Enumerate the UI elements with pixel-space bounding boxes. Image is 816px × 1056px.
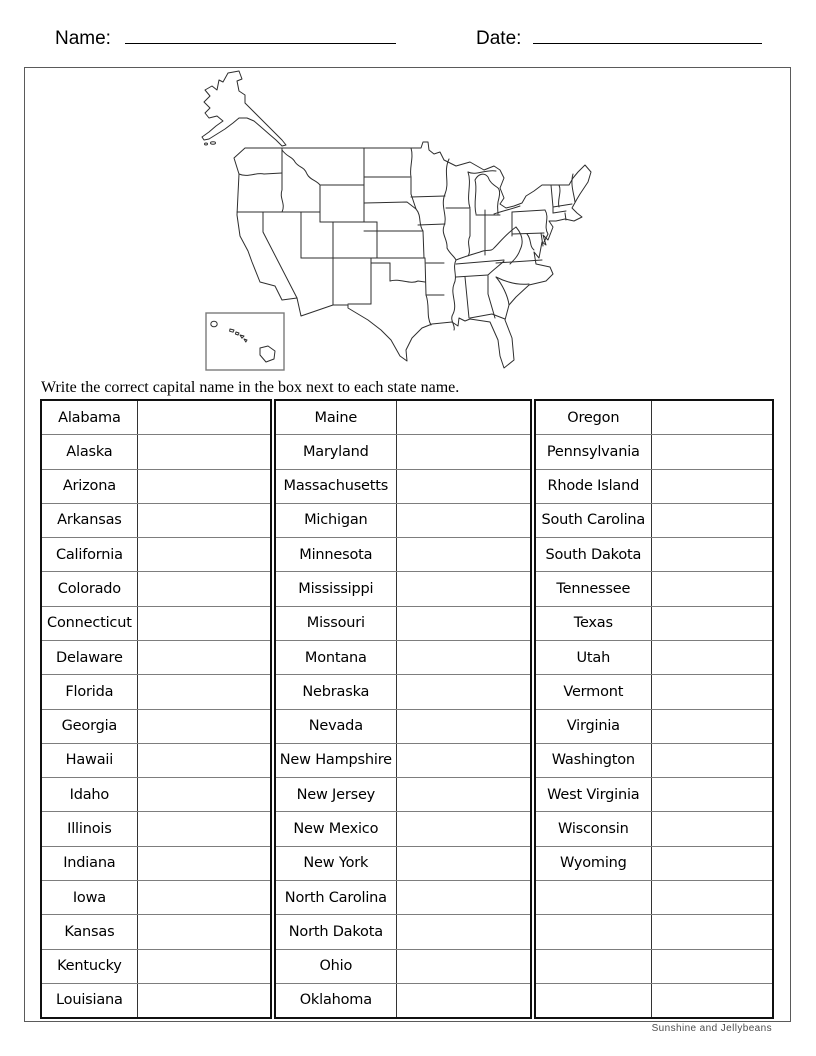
capital-answer-box	[397, 572, 530, 605]
table-row	[536, 915, 772, 949]
capital-answer-box	[397, 812, 530, 845]
state-name-cell: New Hampshire	[276, 744, 397, 777]
alaska-inset	[202, 71, 286, 146]
table-row	[42, 470, 270, 504]
table-row	[42, 847, 270, 881]
table-row	[276, 881, 530, 915]
state-name-cell: Nebraska	[276, 675, 397, 708]
state-name-cell: Nevada	[276, 710, 397, 743]
capital-answer-box	[652, 470, 772, 503]
state-name-cell: Maine	[276, 401, 397, 434]
table-row	[42, 950, 270, 984]
state-name-cell: North Carolina	[276, 881, 397, 914]
table-row	[276, 984, 530, 1017]
capital-answer-box	[138, 641, 270, 674]
capital-answer-box	[652, 504, 772, 537]
table-row	[42, 778, 270, 812]
state-name-cell: New Mexico	[276, 812, 397, 845]
footer-credit: Sunshine and Jellybeans	[651, 1023, 772, 1034]
state-name-cell: Rhode Island	[536, 470, 652, 503]
state-name-cell: Vermont	[536, 675, 652, 708]
table-row	[536, 504, 772, 538]
capital-answer-box	[652, 744, 772, 777]
state-name-cell: Maryland	[276, 435, 397, 468]
state-name-cell: Utah	[536, 641, 652, 674]
state-name-cell: Louisiana	[42, 984, 138, 1017]
worksheet-border-box	[24, 67, 791, 1022]
state-name-cell: Missouri	[276, 607, 397, 640]
state-name-cell: Indiana	[42, 847, 138, 880]
table-row	[536, 778, 772, 812]
table-row	[42, 675, 270, 709]
capital-answer-box	[138, 984, 270, 1017]
state-name-cell: Hawaii	[42, 744, 138, 777]
state-name-cell: New Jersey	[276, 778, 397, 811]
capital-answer-box	[652, 572, 772, 605]
capital-answer-box	[138, 847, 270, 880]
state-name-cell: South Carolina	[536, 504, 652, 537]
capital-answer-box	[138, 401, 270, 434]
capital-answer-box	[138, 504, 270, 537]
capital-answer-box	[138, 675, 270, 708]
table-row	[536, 572, 772, 606]
capital-answer-box	[652, 401, 772, 434]
table-row	[276, 744, 530, 778]
table-row	[42, 538, 270, 572]
table-row	[276, 435, 530, 469]
capital-answer-box	[397, 881, 530, 914]
name-label: Name:	[55, 28, 111, 49]
state-name-cell: Connecticut	[42, 607, 138, 640]
state-name-cell	[536, 984, 652, 1017]
table-row	[42, 881, 270, 915]
state-name-cell: Wisconsin	[536, 812, 652, 845]
state-name-cell: Texas	[536, 607, 652, 640]
state-name-cell: Arkansas	[42, 504, 138, 537]
table-row	[536, 401, 772, 435]
table-row	[536, 435, 772, 469]
state-name-cell: Iowa	[42, 881, 138, 914]
state-name-cell: California	[42, 538, 138, 571]
capital-answer-box	[652, 538, 772, 571]
date-field	[476, 28, 762, 50]
table-row	[276, 847, 530, 881]
capital-answer-box	[397, 435, 530, 468]
state-name-cell: Georgia	[42, 710, 138, 743]
table-row	[276, 607, 530, 641]
capital-answer-box	[397, 538, 530, 571]
capital-answer-box	[652, 915, 772, 948]
state-name-cell: Colorado	[42, 572, 138, 605]
state-name-cell: Pennsylvania	[536, 435, 652, 468]
capital-answer-box	[397, 401, 530, 434]
state-capital-table-3	[534, 399, 774, 1019]
capital-answer-box	[397, 915, 530, 948]
capital-answer-box	[138, 572, 270, 605]
table-row	[536, 607, 772, 641]
capital-answer-box	[652, 641, 772, 674]
capital-answer-box	[397, 641, 530, 674]
instruction-text: Write the correct capital name in the box next to each state name.	[41, 379, 460, 396]
table-row	[536, 538, 772, 572]
hawaii-inset	[206, 313, 284, 370]
state-name-cell	[536, 950, 652, 983]
table-row	[536, 675, 772, 709]
state-name-cell: North Dakota	[276, 915, 397, 948]
table-row	[276, 812, 530, 846]
capital-answer-box	[397, 470, 530, 503]
state-name-cell: Arizona	[42, 470, 138, 503]
table-row	[276, 710, 530, 744]
capital-answer-box	[397, 607, 530, 640]
state-name-cell: Minnesota	[276, 538, 397, 571]
state-name-cell: Illinois	[42, 812, 138, 845]
capital-answer-box	[397, 950, 530, 983]
continental-us-outline	[234, 142, 591, 368]
state-name-cell: Alaska	[42, 435, 138, 468]
table-row	[276, 675, 530, 709]
capital-answer-box	[652, 984, 772, 1017]
state-name-cell: Massachusetts	[276, 470, 397, 503]
capital-answer-box	[397, 504, 530, 537]
capital-answer-box	[397, 984, 530, 1017]
capital-answer-box	[138, 470, 270, 503]
date-blank-line	[533, 28, 762, 44]
state-name-cell: Tennessee	[536, 572, 652, 605]
name-blank-line	[125, 28, 396, 44]
state-name-cell: Ohio	[276, 950, 397, 983]
capital-answer-box	[138, 744, 270, 777]
state-name-cell	[536, 915, 652, 948]
capital-answer-box	[652, 778, 772, 811]
table-row	[536, 812, 772, 846]
table-row	[42, 607, 270, 641]
state-name-cell: Washington	[536, 744, 652, 777]
state-name-cell: Michigan	[276, 504, 397, 537]
state-capital-tables	[40, 399, 774, 1019]
state-name-cell: Delaware	[42, 641, 138, 674]
capital-answer-box	[138, 950, 270, 983]
state-name-cell: Mississippi	[276, 572, 397, 605]
table-row	[42, 401, 270, 435]
state-name-cell: West Virginia	[536, 778, 652, 811]
table-row	[276, 572, 530, 606]
capital-answer-box	[397, 710, 530, 743]
capital-answer-box	[652, 847, 772, 880]
capital-answer-box	[652, 881, 772, 914]
capital-answer-box	[397, 675, 530, 708]
capital-answer-box	[397, 847, 530, 880]
state-capital-table-1	[40, 399, 272, 1019]
table-row	[276, 915, 530, 949]
table-row	[42, 710, 270, 744]
table-row	[276, 401, 530, 435]
state-name-cell: Idaho	[42, 778, 138, 811]
state-name-cell: Oregon	[536, 401, 652, 434]
table-row	[42, 812, 270, 846]
capital-answer-box	[397, 778, 530, 811]
table-row	[276, 778, 530, 812]
capital-answer-box	[138, 812, 270, 845]
table-row	[536, 881, 772, 915]
capital-answer-box	[138, 881, 270, 914]
state-borders	[237, 148, 575, 330]
capital-answer-box	[652, 812, 772, 845]
state-name-cell: Florida	[42, 675, 138, 708]
table-row	[276, 538, 530, 572]
table-row	[536, 847, 772, 881]
table-row	[276, 641, 530, 675]
table-row	[536, 641, 772, 675]
table-row	[42, 744, 270, 778]
date-label: Date:	[476, 28, 522, 49]
state-name-cell: South Dakota	[536, 538, 652, 571]
state-name-cell: New York	[276, 847, 397, 880]
state-name-cell: Montana	[276, 641, 397, 674]
table-row	[276, 470, 530, 504]
capital-answer-box	[138, 538, 270, 571]
table-row	[42, 984, 270, 1017]
capital-answer-box	[652, 435, 772, 468]
name-field	[55, 28, 396, 50]
table-row	[536, 710, 772, 744]
state-name-cell: Virginia	[536, 710, 652, 743]
capital-answer-box	[138, 710, 270, 743]
table-row	[536, 984, 772, 1017]
us-map	[182, 68, 602, 380]
capital-answer-box	[652, 710, 772, 743]
table-row	[42, 641, 270, 675]
table-row	[536, 950, 772, 984]
state-name-cell	[536, 881, 652, 914]
table-row	[536, 470, 772, 504]
capital-answer-box	[652, 950, 772, 983]
table-row	[42, 435, 270, 469]
table-row	[536, 744, 772, 778]
table-row	[276, 950, 530, 984]
state-name-cell: Wyoming	[536, 847, 652, 880]
capital-answer-box	[138, 435, 270, 468]
capital-answer-box	[138, 778, 270, 811]
state-name-cell: Kansas	[42, 915, 138, 948]
capital-answer-box	[397, 744, 530, 777]
table-row	[42, 504, 270, 538]
table-row	[276, 504, 530, 538]
state-name-cell: Alabama	[42, 401, 138, 434]
state-capital-table-2	[274, 399, 532, 1019]
capital-answer-box	[652, 607, 772, 640]
table-row	[42, 572, 270, 606]
capital-answer-box	[138, 915, 270, 948]
table-row	[42, 915, 270, 949]
state-name-cell: Kentucky	[42, 950, 138, 983]
capital-answer-box	[652, 675, 772, 708]
state-name-cell: Oklahoma	[276, 984, 397, 1017]
capital-answer-box	[138, 607, 270, 640]
